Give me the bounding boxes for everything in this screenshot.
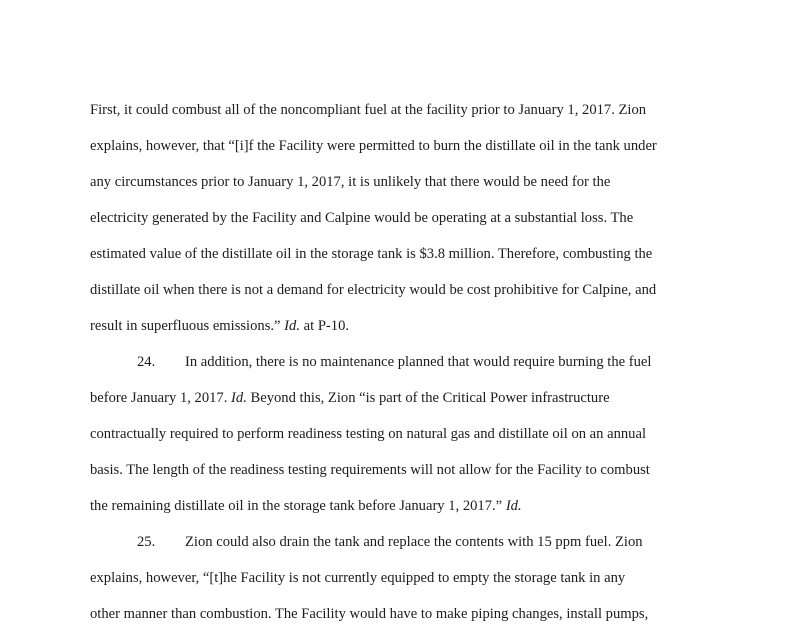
text-line xyxy=(90,488,710,524)
text-line: distillate oil when there is not a demand for electricity would be cost prohibitive for Calpine, and xyxy=(90,282,657,298)
text-line: explains, however, that “[i]f the Facility were permitted to burn the distillate oil in the tank under xyxy=(90,138,657,154)
text-line: First, it could combust all of the noncompliant fuel at the facility prior to January 1, 2017. Zion xyxy=(90,102,647,118)
citation-id: Id. xyxy=(231,390,247,406)
paragraph-start xyxy=(90,524,710,560)
document-body xyxy=(90,92,710,632)
text-line: basis. The length of the readiness testing requirements will not allow for the Facility to combust xyxy=(90,462,650,478)
citation-id: Id. xyxy=(505,498,522,514)
text-line: any circumstances prior to January 1, 2017, it is unlikely that there would be need for the xyxy=(90,174,611,190)
paragraph-number: 25. xyxy=(137,534,156,550)
text-line: contractually required to perform readiness testing on natural gas and distillate oil on an annual xyxy=(90,426,647,442)
text-line: electricity generated by the Facility and Calpine would be operating at a substantial loss. The xyxy=(90,210,634,226)
text-line: explains, however, “[t]he Facility is not currently equipped to empty the storage tank in any xyxy=(90,570,626,586)
text-run: before January 1, 2017. xyxy=(90,390,232,406)
paragraph-start xyxy=(90,344,710,380)
text-line xyxy=(90,308,710,344)
paragraph-number: 24. xyxy=(137,354,156,370)
text-run: Zion could also drain the tank and replace the contents with 15 ppm fuel. Zion xyxy=(185,534,643,550)
text-run: Beyond this, Zion “is part of the Critical Power infrastructure xyxy=(246,390,610,406)
text-line: estimated value of the distillate oil in the storage tank is $3.8 million. Therefore, combusting the xyxy=(90,246,653,262)
text-run: In addition, there is no maintenance planned that would require burning the fuel xyxy=(185,354,652,370)
text-line xyxy=(90,380,710,416)
text-run: result in superfluous emissions.” xyxy=(90,318,285,334)
text-run: the remaining distillate oil in the storage tank before January 1, 2017.” xyxy=(90,498,506,514)
text-line: other manner than combustion. The Facility would have to make piping changes, install pumps, xyxy=(90,606,649,622)
text-run: at P-10. xyxy=(299,318,350,334)
citation-id: Id. xyxy=(284,318,300,334)
